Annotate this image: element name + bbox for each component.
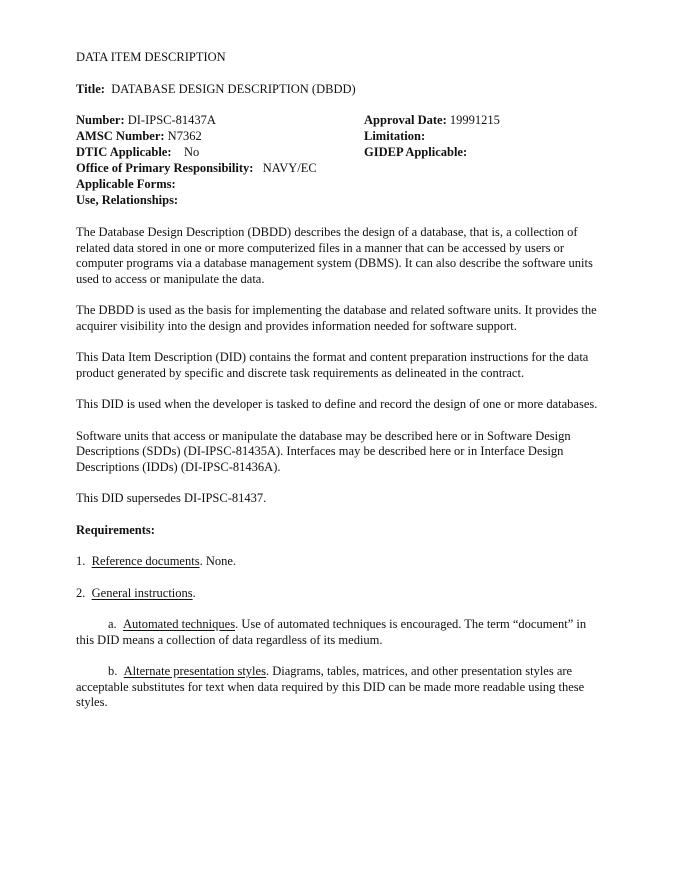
document-page: [76, 50, 601, 711]
paragraph-dbdd-description: The Database Design Description (DBDD) describes the design of a database, that is, a collection of related data stored in one or more computerized files in a manner that can be accessed by users or computer programs via a database management system (DBMS). It can also describe the software units used to access or manipulate the data.: [76, 225, 593, 286]
meta-row-office: [76, 161, 601, 177]
requirements-heading: Requirements:: [76, 522, 155, 537]
office-label: Office of Primary Responsibility:: [76, 161, 254, 175]
use-label: Use, Relationships:: [76, 193, 179, 207]
gidep-label: GIDEP Applicable:: [364, 145, 468, 159]
document-header: DATA ITEM DESCRIPTION: [76, 50, 226, 64]
meta-row-dtic: [76, 145, 601, 161]
paragraph-dbdd-usage: The DBDD is used as the basis for implementing the database and related software units. It provides the acquirer visibility into the design and provides information needed for software support.: [76, 303, 597, 333]
office-value: NAVY/EC: [262, 161, 317, 175]
requirement-item-2: [76, 586, 601, 602]
requirement-2a-label: a.: [108, 617, 117, 631]
limitation-label: Limitation:: [364, 129, 426, 143]
number-value: DI-IPSC-81437A: [127, 113, 216, 127]
requirement-1-number: 1.: [76, 554, 86, 568]
requirement-2a-text: . Use of automated techniques is encouraged. The term “document” in this DID means a collection of data regardless of its medium.: [76, 617, 587, 647]
requirement-item-1: [76, 554, 601, 570]
forms-label: Applicable Forms:: [76, 177, 176, 191]
title-label: Title:: [76, 81, 105, 96]
requirement-2b-text: . Diagrams, tables, matrices, and other presentation styles are acceptable substitutes for text when data required by this DID can be made more readable using these styles.: [76, 664, 585, 709]
paragraph-did-contents: This Data Item Description (DID) contains the format and content preparation instructions for the data product generated by specific and discrete task requirements as delineated in the contract.: [76, 350, 589, 380]
requirement-2b: [76, 664, 601, 711]
metadata-block: [76, 113, 601, 209]
dtic-label: DTIC Applicable:: [76, 145, 172, 159]
paragraph-did-usage: This DID is used when the developer is tasked to define and record the design of one or more databases.: [76, 397, 598, 411]
approval-date: [364, 113, 500, 129]
requirement-2a: [76, 617, 601, 648]
paragraph-software-units: Software units that access or manipulate the database may be described here or in Software Design Descriptions (SDDs) (DI-IPSC-81435A). Interfaces may be described here or in Interface Design Descriptions (IDDs) (DI-IPSC-81436A).: [76, 428, 571, 474]
title-value: DATABASE DESIGN DESCRIPTION (DBDD): [111, 81, 356, 96]
requirement-2b-label: b.: [108, 664, 118, 678]
requirement-1-title: Reference documents: [91, 554, 200, 568]
approval-date-value: 19991215: [449, 113, 500, 127]
requirement-2-number: 2.: [76, 585, 86, 600]
amsc-value: N7362: [167, 129, 202, 143]
meta-row-amsc: [76, 129, 601, 145]
requirement-2-title: General instructions: [91, 585, 193, 600]
number-label: Number:: [76, 113, 125, 127]
requirement-2a-title: Automated techniques: [122, 617, 236, 631]
title-line: [76, 82, 601, 98]
dtic-value: No: [184, 145, 200, 159]
amsc-label: AMSC Number:: [76, 129, 165, 143]
meta-row-forms: [76, 177, 601, 193]
requirement-1-text: . None.: [199, 554, 237, 568]
meta-row-use: [76, 193, 601, 209]
meta-row-number: [76, 113, 601, 129]
paragraph-supersedes: This DID supersedes DI-IPSC-81437.: [76, 491, 267, 505]
requirement-2b-title: Alternate presentation styles: [123, 664, 266, 678]
approval-date-label: Approval Date:: [364, 113, 447, 127]
requirement-2-text: .: [192, 585, 196, 600]
